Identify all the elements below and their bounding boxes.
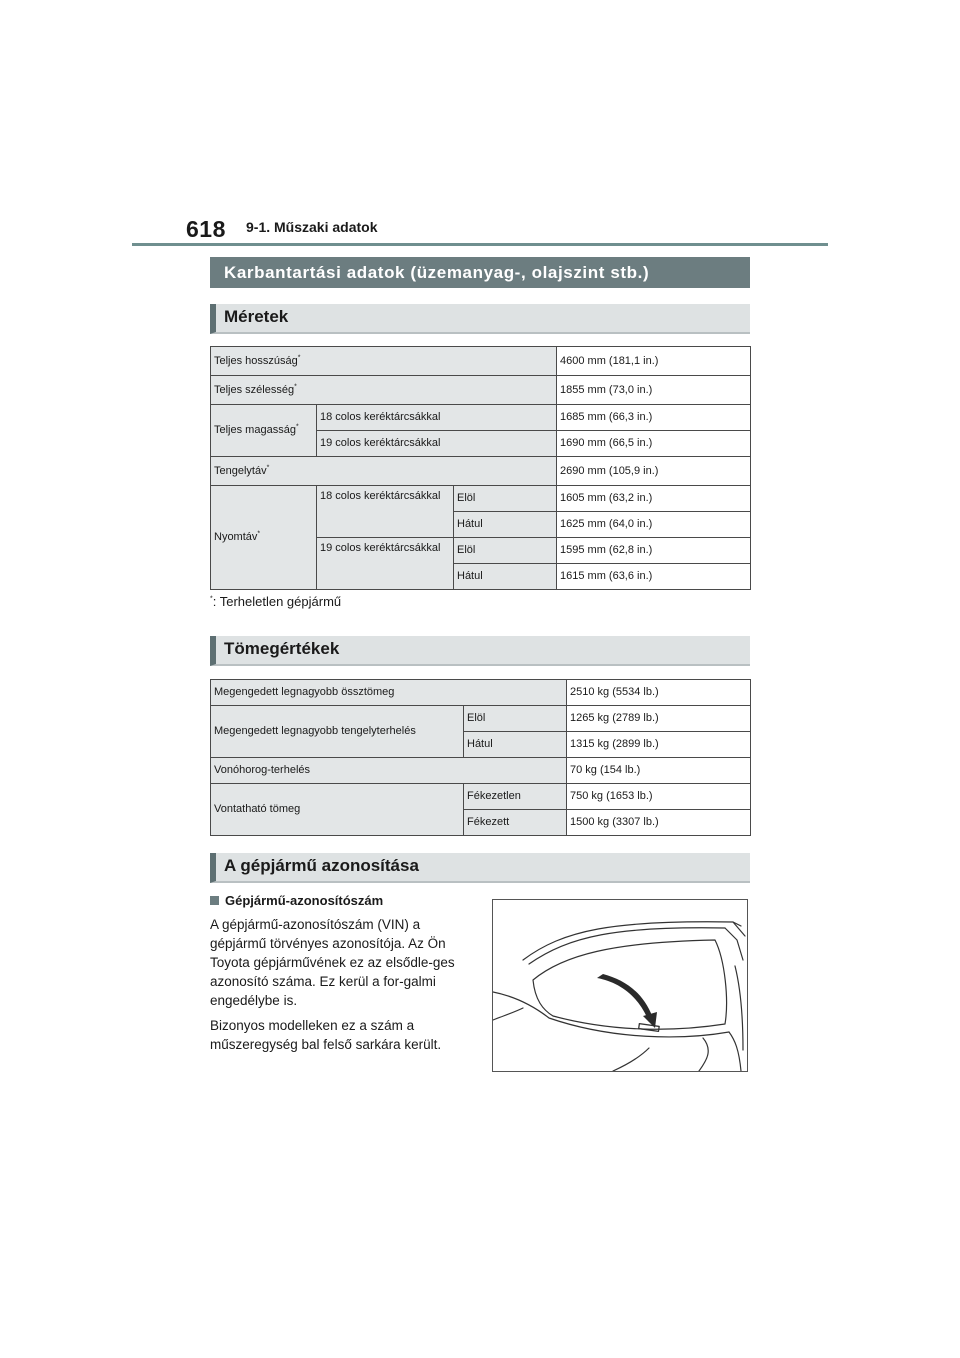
table-row xyxy=(211,758,751,784)
length-label: Teljes hosszúság* xyxy=(211,347,557,376)
table-row xyxy=(211,347,751,376)
height-18-label: 18 colos keréktárcsákkal xyxy=(317,405,557,431)
hitch-label: Vonóhorog-terhelés xyxy=(211,758,567,784)
weights-table xyxy=(210,679,751,836)
gvw-label: Megengedett legnagyobb össztömeg xyxy=(211,680,567,706)
width-value: 1855 mm (73,0 in.) xyxy=(557,376,751,405)
track-19-rear-label: Hátul xyxy=(454,564,557,590)
vin-heading xyxy=(210,893,383,908)
weights-heading: Tömegértékek xyxy=(210,636,750,666)
table-row xyxy=(211,457,751,486)
windshield-illustration-icon xyxy=(493,900,747,1071)
towing-braked-label: Fékezett xyxy=(464,810,567,836)
table-row xyxy=(211,486,751,512)
header-divider xyxy=(132,243,828,246)
wheelbase-label: Tengelytáv* xyxy=(211,457,557,486)
height-label: Teljes magasság* xyxy=(211,405,317,457)
track-18-front-value: 1605 mm (63,2 in.) xyxy=(557,486,751,512)
table-row xyxy=(211,680,751,706)
track-18-rear-label: Hátul xyxy=(454,512,557,538)
vin-heading-text: Gépjármű-azonosítószám xyxy=(225,893,384,908)
track-label: Nyomtáv* xyxy=(211,486,317,590)
towing-unbraked-value: 750 kg (1653 lb.) xyxy=(567,784,751,810)
vin-paragraph-1: A gépjármű-azonosítószám (VIN) a gépjármű törvényes azonosítója. Az Ön Toyota gépjárművének ez az elsődle-ges azonosító száma. Ez kerül a for-galmi engedélybe is. xyxy=(210,917,455,1008)
section-label: 9-1. Műszaki adatok xyxy=(246,219,378,235)
width-label: Teljes szélesség* xyxy=(211,376,557,405)
height-19-label: 19 colos keréktárcsákkal xyxy=(317,431,557,457)
axle-rear-value: 1315 kg (2899 lb.) xyxy=(567,732,751,758)
gvw-value: 2510 kg (5534 lb.) xyxy=(567,680,751,706)
hitch-value: 70 kg (154 lb.) xyxy=(567,758,751,784)
height-19-value: 1690 mm (66,5 in.) xyxy=(557,431,751,457)
dimensions-heading: Méretek xyxy=(210,304,750,334)
footnote xyxy=(210,594,341,609)
track-19-rear-value: 1615 mm (63,6 in.) xyxy=(557,564,751,590)
height-18-value: 1685 mm (66,3 in.) xyxy=(557,405,751,431)
main-section-title: Karbantartási adatok (üzemanyag-, olajszint stb.) xyxy=(210,257,750,288)
page-number: 618 xyxy=(186,216,226,242)
length-value: 4600 mm (181,1 in.) xyxy=(557,347,751,376)
track-19-label: 19 colos keréktárcsákkal xyxy=(317,538,454,590)
axle-label: Megengedett legnagyobb tengelyterhelés xyxy=(211,706,464,758)
wheelbase-value: 2690 mm (105,9 in.) xyxy=(557,457,751,486)
track-18-front-label: Elöl xyxy=(454,486,557,512)
table-row xyxy=(211,405,751,431)
dimensions-table xyxy=(210,346,751,590)
towing-braked-value: 1500 kg (3307 lb.) xyxy=(567,810,751,836)
identification-heading: A gépjármű azonosítása xyxy=(210,853,750,883)
track-18-label: 18 colos keréktárcsákkal xyxy=(317,486,454,538)
footnote-asterisk: * xyxy=(210,595,213,603)
windshield-vin-illustration xyxy=(492,899,748,1072)
footnote-text: : Terheletlen gépjármű xyxy=(212,594,342,609)
axle-front-label: Elöl xyxy=(464,706,567,732)
axle-front-value: 1265 kg (2789 lb.) xyxy=(567,706,751,732)
towing-unbraked-label: Fékezetlen xyxy=(464,784,567,810)
track-19-front-value: 1595 mm (62,8 in.) xyxy=(557,538,751,564)
table-row xyxy=(211,376,751,405)
towing-label: Vontatható tömeg xyxy=(211,784,464,836)
vin-paragraph-2: Bizonyos modelleken ez a szám a műszeregység bal felső sarkára került. xyxy=(210,1018,442,1052)
square-bullet-icon xyxy=(210,896,219,905)
axle-rear-label: Hátul xyxy=(464,732,567,758)
track-19-front-label: Elöl xyxy=(454,538,557,564)
table-row xyxy=(211,706,751,732)
track-18-rear-value: 1625 mm (64,0 in.) xyxy=(557,512,751,538)
table-row xyxy=(211,784,751,810)
